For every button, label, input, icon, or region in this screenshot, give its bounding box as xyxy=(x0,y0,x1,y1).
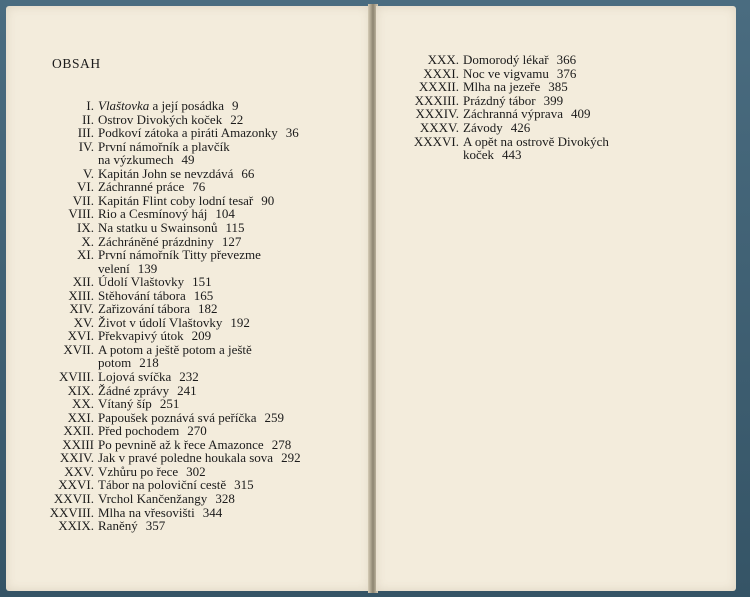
chapter-title-text: Záchranné práce xyxy=(98,179,185,195)
chapter-number: XXVI. xyxy=(58,477,94,493)
toc-entry xyxy=(376,107,590,120)
page-number: 292 xyxy=(281,450,301,466)
toc-entry xyxy=(376,67,576,80)
chapter-title-text: A opět na ostrově Divokých xyxy=(463,133,609,149)
chapter-title-continuation xyxy=(98,262,157,275)
chapter-title xyxy=(98,302,190,315)
toc-entry xyxy=(6,316,250,329)
chapter-title xyxy=(98,167,233,180)
chapter-number: XXXVI. xyxy=(413,133,459,149)
chapter-number: III. xyxy=(77,125,94,141)
toc-entry xyxy=(6,140,230,153)
page-number: 151 xyxy=(192,274,212,290)
chapter-title-text: Mlha na jezeře xyxy=(463,79,541,95)
continuation-text: koček xyxy=(463,147,495,163)
chapter-number: XXXIV. xyxy=(415,106,459,122)
chapter-title xyxy=(98,329,184,342)
chapter-title xyxy=(98,343,252,356)
chapter-title xyxy=(98,397,152,410)
chapter-title-text: Rio a Cesmínový háj xyxy=(98,206,208,222)
chapter-title-text: Podkoví zátoka a piráti Amazonky xyxy=(98,125,278,141)
chapter-title-text: Noc ve vigvamu xyxy=(463,65,549,81)
toc-entry xyxy=(6,506,222,519)
chapter-number: XXIV. xyxy=(59,450,94,466)
chapter-number: XXIX. xyxy=(58,518,94,534)
chapter-number: XXVII. xyxy=(53,490,94,506)
chapter-number: XIV. xyxy=(69,301,94,317)
page-number: 357 xyxy=(145,518,166,534)
chapter-title xyxy=(463,135,609,148)
chapter-title xyxy=(98,207,207,220)
page-number: 385 xyxy=(548,79,568,95)
chapter-number: XX. xyxy=(71,396,94,412)
page-number: 192 xyxy=(230,314,250,330)
page-number: 127 xyxy=(221,233,242,249)
toc-entry xyxy=(6,248,261,261)
page-number: 251 xyxy=(159,396,180,412)
chapter-title xyxy=(98,384,169,397)
chapter-title-text: Vrchol Kančenžangy xyxy=(98,490,208,506)
chapter-number: XXX. xyxy=(427,52,459,67)
chapter-title-text: Ostrov Divokých koček xyxy=(98,111,223,127)
chapter-title xyxy=(98,424,179,437)
chapter-title-text: Žádné zprávy xyxy=(98,382,170,398)
toc-entry xyxy=(6,126,299,139)
page-number: 115 xyxy=(225,219,245,235)
chapter-number: X. xyxy=(81,233,94,249)
chapter-title xyxy=(98,221,218,234)
chapter-title-text: Mlha na vřesovišti xyxy=(98,504,195,520)
chapter-title xyxy=(98,519,138,532)
toc-entry xyxy=(6,99,239,112)
chapter-title xyxy=(98,411,256,424)
chapter-number: XVIII. xyxy=(58,369,94,384)
page-number: 259 xyxy=(264,409,284,425)
page-number: 278 xyxy=(271,436,292,452)
chapter-title-text: Vítaný šíp xyxy=(98,396,152,412)
toc-entry xyxy=(6,275,212,288)
continuation-text: velení xyxy=(98,260,130,276)
toc-entry xyxy=(6,411,284,424)
chapter-title-text: První námořník a plavčík xyxy=(98,138,230,154)
chapter-title xyxy=(98,180,184,193)
chapter-title xyxy=(463,80,540,93)
chapter-number: XIX. xyxy=(67,382,94,398)
chapter-title-text: Před pochodem xyxy=(98,423,180,439)
chapter-title xyxy=(98,289,186,302)
chapter-title xyxy=(98,140,230,153)
page-number: 344 xyxy=(202,504,223,520)
toc-entry xyxy=(6,289,213,302)
chapter-title xyxy=(98,492,207,505)
chapter-title xyxy=(98,275,184,288)
toc-entry xyxy=(6,343,252,356)
chapter-title-text: Po pevnině až k řece Amazonce xyxy=(98,436,264,452)
page-number: 49 xyxy=(181,152,195,168)
toc-entry xyxy=(6,167,254,180)
chapter-number: XXXIII. xyxy=(414,92,459,108)
chapter-title-text: Vzhůru po řece xyxy=(98,463,179,479)
page-number: 22 xyxy=(230,111,244,127)
chapter-title-text: Život v údolí Vlaštovky xyxy=(98,314,223,330)
chapter-number: XXXV. xyxy=(419,120,459,135)
chapter-number: IX. xyxy=(77,219,94,235)
chapter-title-text: Prázdný tábor xyxy=(463,92,536,108)
chapter-title-text: Stěhování tábora xyxy=(98,287,186,303)
toc-entry xyxy=(6,438,291,451)
chapter-title-italic: Vlaštovka xyxy=(98,98,150,113)
toc-entry xyxy=(6,235,241,248)
chapter-number: IV. xyxy=(78,138,94,154)
chapter-title-continuation xyxy=(98,356,159,369)
toc-entry xyxy=(6,397,179,410)
chapter-number: XXV. xyxy=(64,463,94,479)
toc-entry xyxy=(376,121,530,134)
chapter-number: VIII. xyxy=(68,206,94,222)
page-number: 139 xyxy=(137,260,158,276)
chapter-title-text: Raněný xyxy=(98,518,138,534)
chapter-title-text: a její posádka xyxy=(149,98,224,113)
toc-entry xyxy=(6,221,245,234)
page-number: 90 xyxy=(261,192,275,208)
chapter-number: VII. xyxy=(72,192,94,208)
chapter-title-text: Záchráněné prázdniny xyxy=(98,233,214,249)
chapter-number: XXXII. xyxy=(418,79,459,95)
chapter-title xyxy=(98,113,222,126)
toc-entry xyxy=(6,194,274,207)
chapter-title-text: První námořník Titty převezme xyxy=(98,247,261,263)
chapter-title-text: Zařizování tábora xyxy=(98,301,191,317)
chapter-number: XIII. xyxy=(68,287,94,303)
toc-entry xyxy=(376,80,568,93)
page-number: 443 xyxy=(502,147,522,163)
chapter-number: XXI. xyxy=(67,409,94,425)
toc-entry xyxy=(376,135,609,148)
page-number: 426 xyxy=(510,120,531,135)
page-number: 328 xyxy=(215,490,235,506)
chapter-title xyxy=(98,451,273,464)
toc-entry xyxy=(6,302,218,315)
chapter-title xyxy=(98,438,264,451)
chapter-title-text: Překvapivý útok xyxy=(98,328,184,344)
chapter-number: XVI. xyxy=(67,328,94,344)
toc-entry xyxy=(6,329,211,342)
chapter-number: XXIII xyxy=(62,436,94,452)
page-number: 399 xyxy=(543,92,564,108)
chapter-number: II. xyxy=(82,111,94,127)
chapter-title xyxy=(98,465,178,478)
page-number: 209 xyxy=(191,328,212,344)
toc-entry xyxy=(6,451,301,464)
page-number: 302 xyxy=(186,463,206,479)
continuation-text: potom xyxy=(98,355,132,371)
chapter-title xyxy=(98,478,226,491)
chapter-title xyxy=(463,107,563,120)
chapter-title xyxy=(98,194,253,207)
toc-entry xyxy=(6,465,206,478)
continuation-text: na výzkumech xyxy=(98,152,174,168)
chapter-number: V. xyxy=(83,165,94,181)
page-number: 409 xyxy=(570,106,591,122)
chapter-title-text: Závody xyxy=(463,120,503,135)
chapter-title xyxy=(98,506,195,519)
chapter-number: XXXI. xyxy=(423,65,459,81)
chapter-number: XVII. xyxy=(63,341,94,357)
page-number: 165 xyxy=(193,287,214,303)
page-number: 270 xyxy=(187,423,207,439)
page-number: 182 xyxy=(198,301,218,317)
toc-entry xyxy=(6,370,199,383)
page-number: 315 xyxy=(234,477,254,493)
chapter-title xyxy=(98,99,224,112)
page-number: 232 xyxy=(179,369,199,384)
chapter-title-text: A potom a ještě potom a ještě xyxy=(98,341,252,357)
chapter-title-text: Domorodý lékař xyxy=(463,52,549,67)
chapter-title-text: Kapitán Flint coby lodní tesař xyxy=(98,192,254,208)
toc-entry xyxy=(6,478,254,491)
toc-entry xyxy=(376,94,563,107)
page-number: 366 xyxy=(556,52,577,67)
chapter-number: XXVIII. xyxy=(49,504,94,520)
page-number: 241 xyxy=(177,382,197,398)
chapter-title xyxy=(463,67,549,80)
toc-entry xyxy=(6,519,165,532)
toc-entry xyxy=(6,207,235,220)
chapter-title xyxy=(98,126,278,139)
chapter-title-text: Údolí Vlaštovky xyxy=(98,274,185,290)
page-number: 76 xyxy=(192,179,206,195)
toc-entry xyxy=(6,424,207,437)
chapter-title xyxy=(98,370,171,383)
chapter-title-text: Jak v pravé poledne houkala sova xyxy=(98,450,274,466)
contents-heading: OBSAH xyxy=(52,56,101,71)
page-number: 376 xyxy=(556,65,577,81)
chapter-number: XXII. xyxy=(63,423,94,439)
chapter-number: XV. xyxy=(73,314,94,330)
right-page xyxy=(376,6,736,591)
chapter-number: XI. xyxy=(77,247,94,263)
chapter-title xyxy=(98,235,214,248)
page-number: 104 xyxy=(215,206,235,222)
chapter-title-text: Na statku u Swainsonů xyxy=(98,219,218,235)
chapter-title xyxy=(98,316,222,329)
toc-entry xyxy=(6,180,205,193)
chapter-title-text: Kapitán John se nevzdává xyxy=(98,165,234,181)
page-number: 36 xyxy=(285,125,299,141)
toc-entry xyxy=(6,384,197,397)
chapter-title xyxy=(98,248,261,261)
toc-entry xyxy=(6,492,235,505)
chapter-title xyxy=(463,53,549,66)
chapter-title-text: Záchranná výprava xyxy=(463,106,563,122)
toc-entry xyxy=(376,53,576,66)
page-number: 66 xyxy=(241,165,255,181)
left-page xyxy=(6,6,370,591)
chapter-title-text: Tábor na poloviční cestě xyxy=(98,477,227,493)
chapter-title-text: Lojová svíčka xyxy=(98,369,172,384)
chapter-number: I. xyxy=(86,98,94,113)
chapter-title xyxy=(463,94,536,107)
chapter-title-continuation xyxy=(463,148,522,161)
toc-entry xyxy=(6,113,243,126)
chapter-number: XII. xyxy=(72,274,94,290)
chapter-title xyxy=(463,121,503,134)
chapter-title-continuation xyxy=(98,153,194,166)
page-number: 9 xyxy=(232,98,239,113)
page-number: 218 xyxy=(139,355,159,371)
chapter-number: VI. xyxy=(77,179,94,195)
chapter-title-text: Papoušek poznává svá peříčka xyxy=(98,409,257,425)
